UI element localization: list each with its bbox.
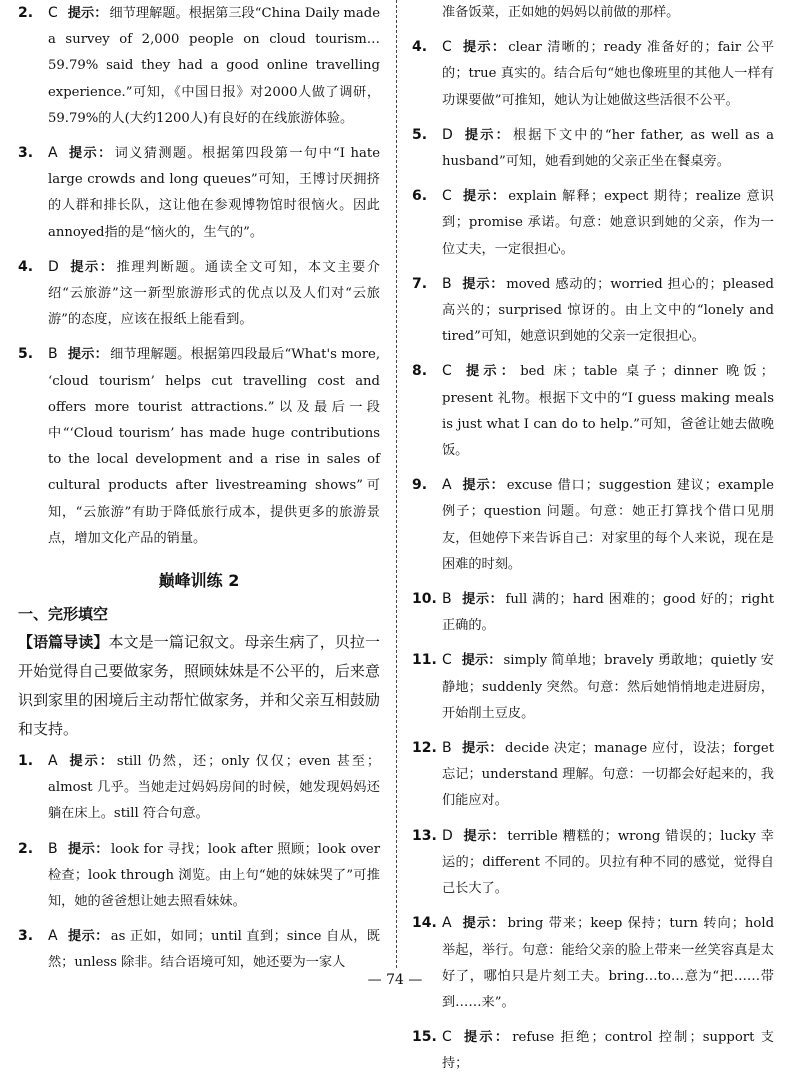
hint-label: 提示：: [461, 741, 504, 757]
hint-text: excuse 借口；suggestion 建议；example 例子；question 问题。句意：她正打算找个借口见朋友，但她停下来告诉自己：对家里的每个人来说，现在是困难的时刻。: [442, 478, 774, 572]
item-number: 7.: [412, 275, 428, 292]
answer-item: [412, 358, 774, 464]
hint-label: 提示：: [461, 40, 507, 56]
hint-text: terrible 糟糕的；wrong 错误的；lucky 幸运的；different 不同的。贝拉有种不同的感觉，觉得自己长大了。: [442, 828, 774, 897]
hint-label: 提示：: [461, 916, 506, 932]
answer-item: [412, 586, 774, 639]
item-number: 11.: [412, 652, 437, 669]
item-answer: C: [48, 5, 58, 21]
item-answer: A: [442, 477, 452, 494]
right-column: [412, 0, 774, 1086]
hint-text: still 仍然，还；only 仅仅；even 甚至；almost 几乎。当她走过妈妈房间的时候，她发现妈妈还躺在床上。still 符合句意。: [48, 754, 381, 822]
answer-item: [18, 748, 380, 828]
hint-text: full 满的；hard 困难的；good 好的；right 正确的。: [442, 592, 775, 634]
hint-label: 提示：: [67, 841, 109, 857]
hint-label: 提示：: [461, 592, 504, 608]
answer-item: [412, 183, 774, 263]
column-divider: [396, 0, 398, 968]
intro-label: 【语篇导读】: [18, 633, 109, 652]
item-answer: D: [442, 827, 453, 844]
answer-item: [412, 647, 774, 727]
item-number: 5.: [18, 346, 34, 363]
answer-item: [18, 254, 380, 334]
hint-label: 提示：: [461, 189, 507, 205]
answer-item: [412, 735, 774, 815]
passage-intro: [18, 628, 380, 744]
hint-text: 细节理解题。根据第四段最后“What's more, ‘cloud tourism’ helps cut travelling cost and offers more tourist attractions.”以及最后一段中“‘Cloud tourism’ has made huge contributions to the local development and a rise in sales of cultural products after livestreaming shows”可知，“云旅游”有助于降低旅行成本，提供更多的旅游景点，增加文化产品的销量。: [48, 347, 381, 546]
hint-text: 推理判断题。通读全文可知，本文主要介绍“云旅游”这一新型旅游形式的优点以及人们对“云旅游”的态度，应该在报纸上能看到。: [48, 259, 381, 328]
answer-item: [18, 923, 380, 976]
item-number: 15.: [412, 1029, 437, 1046]
answer-item: [412, 271, 774, 351]
item-number: 14.: [412, 915, 437, 932]
item-answer: B: [442, 591, 452, 608]
item-answer: C: [442, 652, 452, 669]
item-answer: B: [48, 346, 58, 363]
hint-text: bring 带来；keep 保持；turn 转向；hold 举起，举行。句意：能给父亲的脸上带来一丝笑容真是太好了，哪怕只是片刻工夫。bring…to…意为“把……带到……来”。: [442, 916, 775, 1010]
item-answer: C: [442, 363, 452, 380]
hint-text: as 正如，如同；until 直到；since 自从，既然；unless 除非。结合语境可知，她还要为一家人: [48, 929, 380, 971]
item-number: 3.: [18, 928, 34, 945]
item-answer: C: [442, 1029, 452, 1046]
item-number: 2.: [18, 5, 34, 21]
hint-label: 提示：: [67, 146, 113, 162]
item-number: 13.: [412, 827, 437, 844]
item-answer: A: [48, 145, 58, 162]
answer-item: [18, 140, 380, 246]
item-answer: A: [48, 753, 58, 770]
item-number: 10.: [412, 591, 437, 608]
answer-item: [412, 472, 774, 578]
item-number: 1.: [18, 753, 34, 770]
hint-text: simply 简单地；bravely 勇敢地；quietly 安静地；suddenly 突然。句意：然后她悄悄地走进厨房，开始削土豆皮。: [442, 653, 774, 721]
continued-text: 准备饭菜，正如她的妈妈以前做的那样。: [442, 5, 680, 20]
hint-text: 根据下文中的“her father, as well as a husband”可知，她看到她的父亲正坐在餐桌旁。: [442, 127, 775, 170]
hint-label: 提示：: [67, 6, 108, 21]
hint-label: 提示：: [461, 276, 505, 292]
item-answer: D: [442, 126, 453, 143]
cloze-heading: 一、完形填空: [18, 605, 109, 624]
hint-label: 提示：: [461, 478, 505, 494]
answer-item: [18, 341, 380, 552]
hint-text: clear 清晰的；ready 准备好的；fair 公平的；true 真实的。结合后句“她也像班里的其他人一样有功课要做”可推知，她认为让她做这些活很不公平。: [442, 40, 775, 108]
hint-text: look for 寻找；look after 照顾；look over 检查；look through 浏览。由上句“她的妹妹哭了”可推知，她的爸爸想让她去照看妹妹。: [48, 841, 381, 910]
item-number: 4.: [18, 258, 34, 275]
hint-label: 提示：: [461, 653, 502, 669]
item-answer: B: [48, 840, 58, 857]
item-number: 6.: [412, 188, 428, 205]
answer-item: [412, 823, 774, 903]
item-answer: C: [442, 39, 452, 56]
hint-text: 细节理解题。根据第三段“China Daily made a survey of 2,000 people on cloud tourism… 59.79% said they had a good online travelling experience.”可知，《中国日报》对2000人做了调研，59.79%的人(大约1200人)有良好的在线旅游体验。: [48, 6, 381, 126]
item-answer: B: [442, 275, 452, 292]
left-items-bottom: [18, 748, 380, 977]
item-answer: D: [48, 258, 59, 275]
right-items: [412, 34, 774, 1077]
hint-text: explain 解释；expect 期待；realize 意识到；promise 承诺。句意：她意识到她的父亲，作为一位丈夫，一定很担心。: [442, 189, 774, 257]
item-number: 12.: [412, 740, 437, 757]
intro-text: 本文是一篇记叙文。母亲生病了，贝拉一开始觉得自己要做家务，照顾妹妹是不公平的，后来意识到家里的困境后主动帮忙做家务，并和父亲互相鼓励和支持。: [18, 633, 380, 739]
hint-text: decide 决定；manage 应付，设法；forget 忘记；understand 理解。句意：一切都会好起来的，我们能应对。: [442, 741, 775, 809]
hint-text: bed 床；table 桌子；dinner 晚饭；present 礼物。根据下文中的“I guess making meals is just what I can do to help.”可知，爸爸让她去做晚饭。: [442, 364, 774, 459]
left-column: [18, 0, 380, 985]
answer-item: [18, 836, 380, 916]
item-number: 3.: [18, 145, 34, 162]
item-answer: A: [442, 915, 452, 932]
hint-text: moved 感动的；worried 担心的；pleased 高兴的；surprised 惊讶的。由上文中的“lonely and tired”可知，她意识到她的父亲一定很担心。: [442, 276, 775, 345]
answer-item: [412, 34, 774, 114]
item-number: 5.: [412, 126, 428, 143]
item-number: 8.: [412, 363, 428, 380]
item-number: 9.: [412, 477, 428, 494]
hint-label: 提示：: [461, 1030, 511, 1046]
answer-item: [18, 0, 380, 132]
item-answer: C: [442, 188, 452, 205]
hint-label: 提示：: [67, 347, 109, 363]
page-number: — 74 —: [367, 972, 423, 988]
section-title: 巅峰训练 2: [158, 571, 240, 591]
answer-item: [412, 122, 774, 175]
item-answer: B: [442, 740, 452, 757]
hint-label: 提示：: [461, 364, 519, 380]
item-number: 2.: [18, 840, 34, 857]
item-number: 4.: [412, 39, 428, 56]
answer-item: [412, 910, 774, 1016]
hint-label: 提示：: [462, 127, 511, 143]
item-answer: A: [48, 928, 58, 945]
hint-text: 词义猜测题。根据第四段第一句中“I hate large crowds and long queues”可知，王博讨厌拥挤的人群和排长队，这让他在参观博物馆时很恼火。因此annoyed指的是“恼火的，生气的”。: [48, 146, 381, 240]
hint-label: 提示：: [68, 259, 115, 275]
hint-label: 提示：: [67, 929, 109, 945]
hint-label: 提示：: [67, 754, 115, 770]
hint-text: refuse 拒绝；control 控制；support 支持；: [442, 1030, 774, 1072]
answer-item: [412, 1024, 774, 1077]
hint-label: 提示：: [462, 828, 506, 844]
left-items-top: [18, 0, 380, 552]
